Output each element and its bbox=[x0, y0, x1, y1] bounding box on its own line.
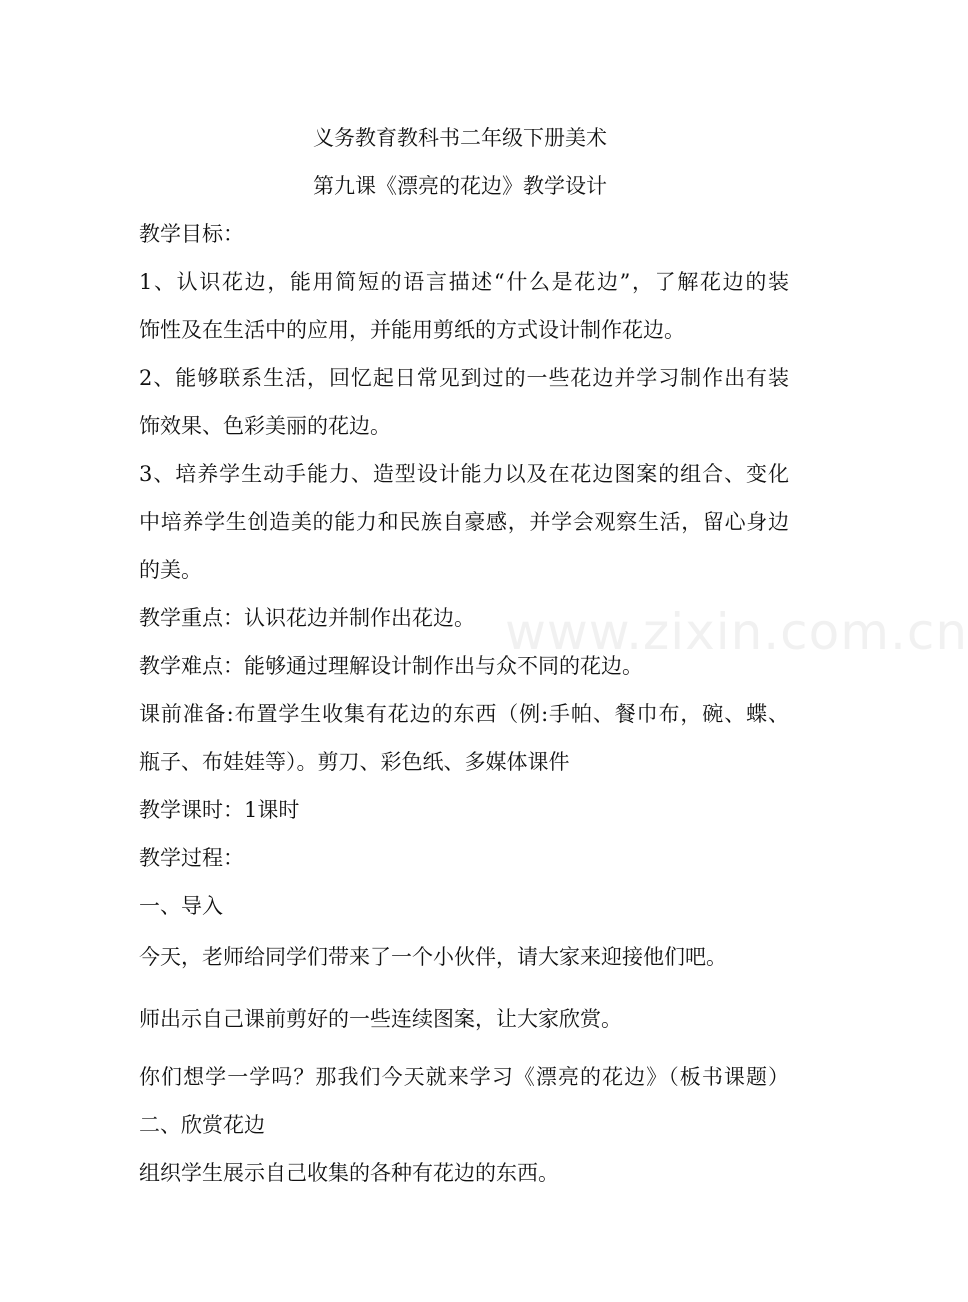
section1-heading: 一、导入 bbox=[139, 894, 223, 918]
goal2-line1: 2、能够联系生活，回忆起日常见到过的一些花边并学习制作出有装 bbox=[139, 366, 789, 390]
watermark-text: www.zixin.com.cn bbox=[505, 603, 968, 661]
section2-heading: 二、欣赏花边 bbox=[139, 1113, 265, 1137]
key-point: 教学重点：认识花边并制作出花边。 bbox=[139, 606, 475, 630]
preparation-line2: 瓶子、布娃娃等）。剪刀、彩色纸、多媒体课件 bbox=[139, 750, 570, 774]
process-heading: 教学过程： bbox=[139, 846, 244, 870]
document-subtitle: 第九课《漂亮的花边》教学设计 bbox=[313, 174, 607, 198]
section2-paragraph1: 组织学生展示自己收集的各种有花边的东西。 bbox=[139, 1161, 559, 1185]
goal3-line1: 3、培养学生动手能力、造型设计能力以及在花边图案的组合、变化 bbox=[139, 462, 789, 486]
goal1-line2: 饰性及在生活中的应用，并能用剪纸的方式设计制作花边。 bbox=[139, 318, 685, 342]
goals-heading: 教学目标： bbox=[139, 222, 244, 246]
lesson-hours: 教学课时：1课时 bbox=[139, 798, 300, 822]
section1-paragraph3: 你们想学一学吗？那我们今天就来学习《漂亮的花边》（板书课题） bbox=[139, 1065, 789, 1089]
preparation-line1: 课前准备:布置学生收集有花边的东西（例:手帕、餐巾布，碗、蝶、 bbox=[139, 702, 789, 726]
section1-paragraph1: 今天，老师给同学们带来了一个小伙伴，请大家来迎接他们吧。 bbox=[139, 945, 727, 969]
difficulty-point: 教学难点：能够通过理解设计制作出与众不同的花边。 bbox=[139, 654, 643, 678]
goal2-line2: 饰效果、色彩美丽的花边。 bbox=[139, 414, 391, 438]
goal3-line2: 中培养学生创造美的能力和民族自豪感，并学会观察生活，留心身边 bbox=[139, 510, 789, 534]
goal1-line1: 1、认识花边，能用简短的语言描述“什么是花边”，了解花边的装 bbox=[139, 270, 789, 294]
goal3-line3: 的美。 bbox=[139, 558, 202, 582]
document-title: 义务教育教科书二年级下册美术 bbox=[313, 126, 607, 150]
section1-paragraph2: 师出示自己课前剪好的一些连续图案，让大家欣赏。 bbox=[139, 1007, 622, 1031]
